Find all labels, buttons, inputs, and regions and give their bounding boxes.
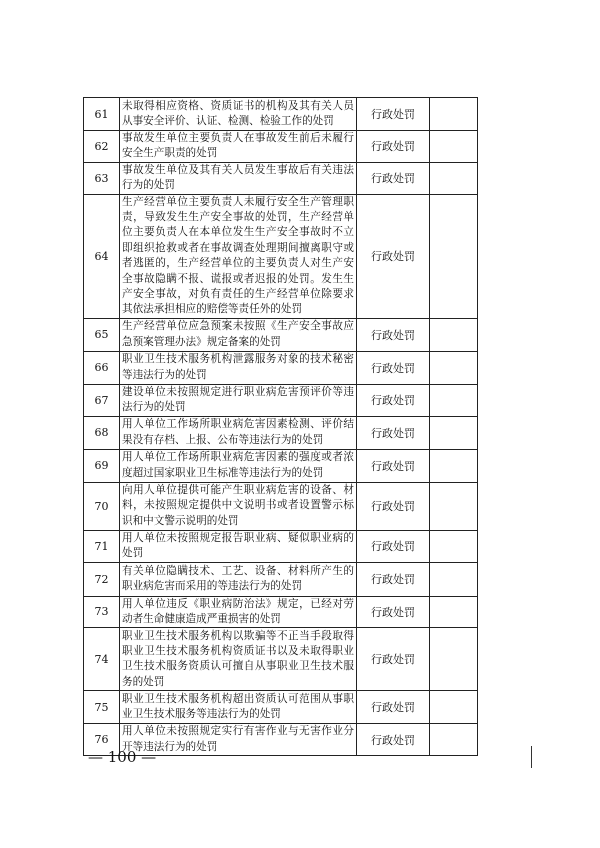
item-description: 向用人单位提供可能产生职业病危害的设备、材料，未按照规定提供中文说明书或者设置警示标识和中文警示说明的处罚 (120, 482, 357, 530)
row-number: 72 (84, 562, 120, 596)
power-type: 行政处罚 (357, 384, 430, 416)
row-number: 62 (84, 131, 120, 163)
table-row (84, 384, 478, 416)
item-description: 生产经营单位应急预案未按照《生产安全事故应急预案管理办法》规定备案的处罚 (120, 318, 357, 351)
row-number: 71 (84, 530, 120, 562)
row-number: 64 (84, 194, 120, 318)
table-row (84, 449, 478, 482)
item-description: 未取得相应资格、资质证书的机构及其有关人员从事安全评价、认证、检测、检验工作的处罚 (120, 98, 357, 131)
item-description: 用人单位未按照规定实行有害作业与无害作业分开等违法行为的处罚 (120, 724, 357, 756)
table-row (84, 482, 478, 530)
blank-cell (430, 724, 478, 756)
margin-line (531, 746, 532, 768)
power-type: 行政处罚 (357, 416, 430, 449)
row-number: 74 (84, 628, 120, 691)
item-description: 用人单位工作场所职业病危害因素检测、评价结果没有存档、上报、公布等违法行为的处罚 (120, 416, 357, 449)
table-row (84, 131, 478, 163)
row-number: 68 (84, 416, 120, 449)
row-number: 61 (84, 98, 120, 131)
power-type: 行政处罚 (357, 628, 430, 691)
item-description: 职业卫生技术服务机构超出资质认可范围从事职业卫生技术服务等违法行为的处罚 (120, 691, 357, 724)
table-row (84, 318, 478, 351)
blank-cell (430, 596, 478, 628)
blank-cell (430, 98, 478, 131)
power-type: 行政处罚 (357, 449, 430, 482)
blank-cell (430, 194, 478, 318)
table-row (84, 530, 478, 562)
row-number: 67 (84, 384, 120, 416)
item-description: 有关单位隐瞒技术、工艺、设备、材料所产生的职业病危害而采用的等违法行为的处罚 (120, 562, 357, 596)
item-description: 用人单位工作场所职业病危害因素的强度或者浓度超过国家职业卫生标准等违法行为的处罚 (120, 449, 357, 482)
row-number: 69 (84, 449, 120, 482)
power-type: 行政处罚 (357, 724, 430, 756)
blank-cell (430, 318, 478, 351)
item-description: 建设单位未按照规定进行职业病危害预评价等违法行为的处罚 (120, 384, 357, 416)
item-description: 职业卫生技术服务机构泄露服务对象的技术秘密等违法行为的处罚 (120, 351, 357, 384)
item-description: 生产经营单位主要负责人未履行安全生产管理职责，导致发生生产安全事故的处罚，生产经营单位主要负责人在本单位发生生产安全事故时不立即组织抢救或者在事故调查处理期间擅离职守或者逃匿的，生产经营单位的主要负责人对生产安全事故隐瞒不报、谎报或者迟报的处罚。发生生产安全事故，对负有责任的生产经营单位除要求其依法承担相应的赔偿等责任外的处罚 (120, 194, 357, 318)
row-number: 63 (84, 162, 120, 194)
page-number: — 100 — (88, 748, 157, 766)
power-type: 行政处罚 (357, 318, 430, 351)
power-type: 行政处罚 (357, 530, 430, 562)
blank-cell (430, 351, 478, 384)
table-body (84, 98, 478, 756)
row-number: 73 (84, 596, 120, 628)
table-row (84, 691, 478, 724)
table-row (84, 194, 478, 318)
item-description: 用人单位未按照规定报告职业病、疑似职业病的处罚 (120, 530, 357, 562)
blank-cell (430, 131, 478, 163)
table-row (84, 596, 478, 628)
item-description: 用人单位违反《职业病防治法》规定，已经对劳动者生命健康造成严重损害的处罚 (120, 596, 357, 628)
blank-cell (430, 416, 478, 449)
blank-cell (430, 384, 478, 416)
blank-cell (430, 691, 478, 724)
row-number: 66 (84, 351, 120, 384)
blank-cell (430, 562, 478, 596)
power-type: 行政处罚 (357, 691, 430, 724)
blank-cell (430, 628, 478, 691)
table-row (84, 351, 478, 384)
table-row (84, 98, 478, 131)
row-number: 65 (84, 318, 120, 351)
blank-cell (430, 162, 478, 194)
item-description: 职业卫生技术服务机构以欺骗等不正当手段取得职业卫生技术服务机构资质证书以及未取得职业卫生技术服务资质认可擅自从事职业卫生技术服务的处罚 (120, 628, 357, 691)
penalty-table (83, 97, 478, 756)
row-number: 70 (84, 482, 120, 530)
blank-cell (430, 482, 478, 530)
power-type: 行政处罚 (357, 131, 430, 163)
power-type: 行政处罚 (357, 162, 430, 194)
row-number: 76 (84, 724, 120, 756)
blank-cell (430, 530, 478, 562)
power-type: 行政处罚 (357, 194, 430, 318)
power-type: 行政处罚 (357, 98, 430, 131)
table-row (84, 628, 478, 691)
row-number: 75 (84, 691, 120, 724)
power-type: 行政处罚 (357, 351, 430, 384)
table-row (84, 562, 478, 596)
power-type: 行政处罚 (357, 596, 430, 628)
power-type: 行政处罚 (357, 482, 430, 530)
item-description: 事故发生单位主要负责人在事故发生前后未履行安全生产职责的处罚 (120, 131, 357, 163)
power-type: 行政处罚 (357, 562, 430, 596)
table-row (84, 162, 478, 194)
blank-cell (430, 449, 478, 482)
table-row (84, 416, 478, 449)
item-description: 事故发生单位及其有关人员发生事故后有关违法行为的处罚 (120, 162, 357, 194)
